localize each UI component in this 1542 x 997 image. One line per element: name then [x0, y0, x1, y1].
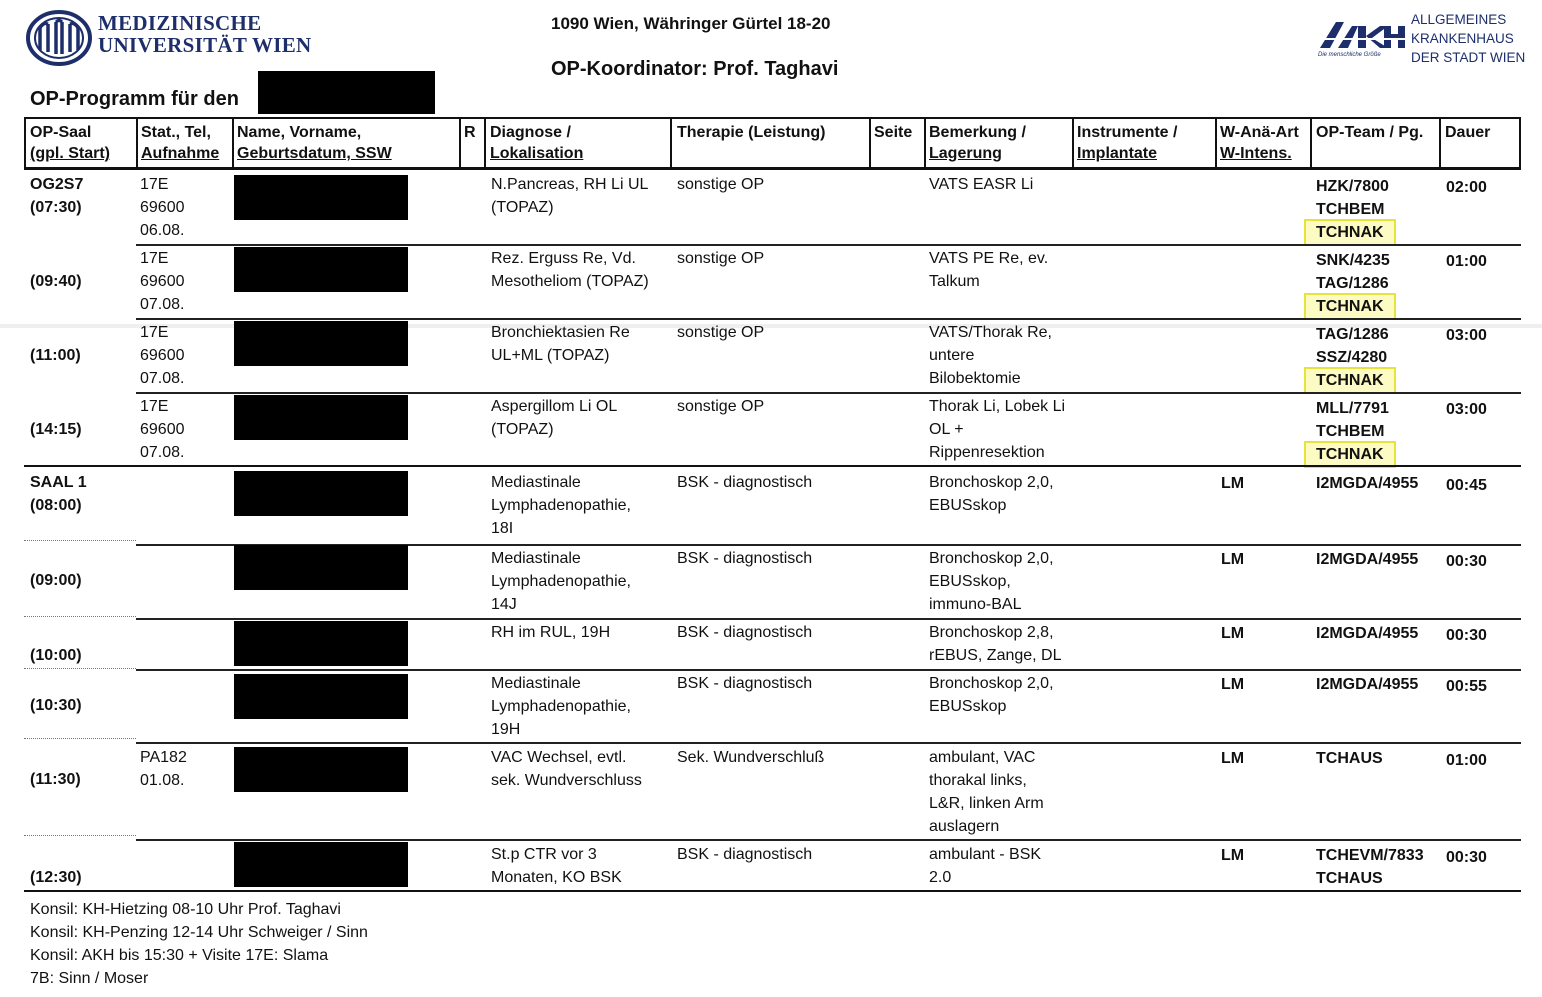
op-team: SNK/4235 TAG/1286 TCHNAK: [1316, 249, 1394, 318]
col-divider: [232, 117, 234, 168]
row-divider: [136, 318, 1521, 320]
planned-start: (14:15): [30, 421, 82, 438]
program-title: OP-Programm für den: [30, 88, 239, 110]
col-divider: [1519, 117, 1521, 168]
station: 17E 69600 07.08.: [140, 398, 185, 461]
therapie: sonstige OP: [677, 324, 765, 341]
diagnose: Bronchiektasien Re UL+ML (TOPAZ): [491, 324, 630, 364]
table-row: [24, 471, 1521, 543]
highlighted-team-member: TCHNAK: [1306, 443, 1394, 466]
col-divider: [459, 117, 461, 168]
row-divider: [136, 669, 1521, 671]
col-divider: [670, 117, 672, 168]
dauer: 01:00: [1446, 752, 1487, 769]
therapie: BSK - diagnostisch: [677, 675, 813, 692]
therapie: sonstige OP: [677, 176, 765, 193]
col-header-op-saal: OP-Saal (gpl. Start): [30, 124, 110, 162]
diagnose: Mediastinale Lymphadenopathie, 14J: [491, 550, 631, 613]
station: 17E 69600 07.08.: [140, 324, 185, 387]
planned-start: (10:30): [30, 697, 82, 714]
col-divider: [1215, 117, 1217, 168]
dauer: 02:00: [1446, 179, 1487, 196]
col-header-name: Name, Vorname, Geburtsdatum, SSW: [237, 124, 392, 162]
row-divider: [136, 392, 1521, 394]
station: 17E 69600 06.08.: [140, 176, 185, 239]
row-divider-dotted: [24, 540, 136, 541]
table-row: [24, 395, 1521, 465]
redacted-patient: [234, 545, 408, 590]
table-row: [24, 247, 1521, 317]
anaesthesia-type: LM: [1221, 625, 1245, 642]
therapie: BSK - diagnostisch: [677, 624, 813, 641]
row-divider-dotted: [24, 738, 136, 739]
col-divider: [136, 117, 138, 168]
col-header-bemerkung: Bemerkung / Lagerung: [929, 124, 1026, 162]
diagnose: RH im RUL, 19H: [491, 624, 611, 641]
bemerkung: VATS EASR Li: [929, 176, 1034, 193]
redacted-date: [258, 71, 435, 114]
diagnose: Aspergillom Li OL (TOPAZ): [491, 398, 618, 438]
col-header-instrumente: Instrumente / Implantate: [1077, 124, 1178, 162]
therapie: BSK - diagnostisch: [677, 846, 813, 863]
table-row: [24, 173, 1521, 243]
dauer: 01:00: [1446, 253, 1487, 270]
dauer: 00:30: [1446, 627, 1487, 644]
bemerkung: Bronchoskop 2,8, rEBUS, Zange, DL: [929, 624, 1062, 664]
station: PA182 01.08.: [140, 749, 187, 789]
bemerkung: Bronchoskop 2,0, EBUSskop, immuno-BAL: [929, 550, 1054, 613]
op-team: TCHAUS: [1316, 750, 1383, 767]
op-schedule-table: [24, 117, 1521, 894]
table-row: [24, 843, 1521, 891]
highlighted-team-member: TCHNAK: [1306, 295, 1394, 318]
op-saal: OG2S7: [30, 176, 84, 193]
consult-note: Konsil: KH-Penzing 12-14 Uhr Schweiger / Sinn: [30, 924, 368, 941]
anaesthesia-type: LM: [1221, 551, 1245, 568]
highlighted-team-member: TCHNAK: [1306, 221, 1394, 244]
hospital-name-line3: DER STADT WIEN: [1411, 50, 1526, 65]
col-header-dauer: Dauer: [1445, 124, 1491, 141]
consult-note: Konsil: AKH bis 15:30 + Visite 17E: Slama: [30, 947, 329, 964]
university-name: [98, 12, 312, 56]
table-row: [24, 672, 1521, 742]
op-team: I2MGDA/4955: [1316, 475, 1419, 492]
row-divider: [136, 839, 1521, 841]
redacted-patient: [234, 621, 408, 666]
consult-note: 7B: Sinn / Moser: [30, 970, 149, 987]
bemerkung: ambulant, VAC thorakal links, L&R, linken Arm auslagern: [929, 749, 1044, 835]
planned-start: (08:00): [30, 497, 82, 514]
planned-start: (09:00): [30, 572, 82, 589]
therapie: BSK - diagnostisch: [677, 474, 813, 491]
university-name-line1: MEDIZINISCHE: [98, 11, 262, 35]
bemerkung: Thorak Li, Lobek Li OL + Rippenresektion: [929, 398, 1066, 461]
table-bottom-border: [24, 890, 1521, 892]
dauer: 00:45: [1446, 477, 1487, 494]
row-divider: [136, 244, 1521, 246]
col-header-station: Stat., Tel, Aufnahme: [141, 124, 220, 162]
table-top-border: [24, 117, 1521, 119]
therapie: BSK - diagnostisch: [677, 550, 813, 567]
col-divider: [484, 117, 486, 168]
anaesthesia-type: LM: [1221, 750, 1245, 767]
col-header-op-team: OP-Team / Pg.: [1316, 124, 1424, 141]
anaesthesia-type: LM: [1221, 847, 1245, 864]
op-team: I2MGDA/4955: [1316, 676, 1419, 693]
row-divider: [136, 742, 1521, 744]
planned-start: (12:30): [30, 869, 82, 886]
redacted-patient: [234, 395, 408, 440]
planned-start: (09:40): [30, 273, 82, 290]
op-team: HZK/7800 TCHBEM TCHNAK: [1316, 175, 1394, 244]
planned-start: (11:30): [30, 771, 81, 788]
redacted-patient: [234, 674, 408, 719]
section-divider: [24, 465, 1521, 467]
op-team: I2MGDA/4955: [1316, 625, 1419, 642]
diagnose: Mediastinale Lymphadenopathie, 19H: [491, 675, 631, 738]
op-team: I2MGDA/4955: [1316, 551, 1419, 568]
redacted-patient: [234, 175, 408, 220]
university-seal-icon: [26, 10, 92, 66]
diagnose: Mediastinale Lymphadenopathie, 18I: [491, 474, 631, 537]
col-divider: [1072, 117, 1074, 168]
therapie: Sek. Wundverschluß: [677, 749, 825, 766]
col-divider: [1439, 117, 1441, 168]
planned-start: (10:00): [30, 647, 82, 664]
diagnose: VAC Wechsel, evtl. sek. Wundverschluss: [491, 749, 642, 789]
col-divider: [24, 117, 26, 168]
diagnose: N.Pancreas, RH Li UL (TOPAZ): [491, 176, 649, 216]
hospital-name: [1411, 10, 1525, 67]
row-divider: [136, 618, 1521, 620]
redacted-patient: [234, 747, 408, 792]
col-divider: [1310, 117, 1312, 168]
dauer: 00:30: [1446, 849, 1487, 866]
dauer: 03:00: [1446, 327, 1487, 344]
table-header-border: [24, 167, 1521, 170]
diagnose: Rez. Erguss Re, Vd. Mesotheliom (TOPAZ): [491, 250, 649, 290]
hospital-name-line2: KRANKENHAUS: [1411, 31, 1514, 46]
redacted-patient: [234, 471, 408, 516]
col-header-r: R: [464, 124, 476, 141]
col-header-therapie: Therapie (Leistung): [677, 124, 826, 141]
op-team: MLL/7791 TCHBEM TCHNAK: [1316, 397, 1394, 466]
akh-tagline: Die menschliche Größe: [1318, 52, 1381, 58]
therapie: sonstige OP: [677, 250, 765, 267]
row-divider-dotted: [24, 835, 136, 836]
planned-start: (07:30): [30, 199, 82, 216]
hospital-name-line1: ALLGEMEINES: [1411, 12, 1507, 27]
col-header-diagnose: Diagnose / Lokalisation: [490, 124, 584, 162]
consult-notes: [30, 898, 368, 990]
university-name-line2: UNIVERSITÄT WIEN: [98, 33, 312, 57]
bemerkung: Bronchoskop 2,0, EBUSskop: [929, 474, 1054, 514]
anaesthesia-type: LM: [1221, 475, 1245, 492]
table-row: [24, 621, 1521, 671]
bemerkung: Bronchoskop 2,0, EBUSskop: [929, 675, 1054, 715]
op-team: TAG/1286 SSZ/4280 TCHNAK: [1316, 323, 1394, 392]
hospital-address: 1090 Wien, Währinger Gürtel 18-20: [551, 14, 831, 33]
col-header-wana: W-Anä-Art W-Intens.: [1220, 124, 1299, 162]
consult-note: Konsil: KH-Hietzing 08-10 Uhr Prof. Taghavi: [30, 901, 341, 918]
bemerkung: ambulant - BSK 2.0: [929, 846, 1042, 886]
therapie: sonstige OP: [677, 398, 765, 415]
planned-start: (11:00): [30, 347, 81, 364]
col-divider: [924, 117, 926, 168]
op-coordinator: OP-Koordinator: Prof. Taghavi: [551, 58, 839, 80]
redacted-patient: [234, 321, 408, 366]
col-header-seite: Seite: [874, 124, 913, 141]
table-row: [24, 746, 1521, 838]
anaesthesia-type: LM: [1221, 676, 1245, 693]
row-divider-dotted: [24, 668, 136, 669]
station: 17E 69600 07.08.: [140, 250, 185, 313]
table-row: [24, 321, 1521, 391]
op-saal: SAAL 1: [30, 474, 87, 491]
op-team: TCHEVM/7833 TCHAUS: [1316, 847, 1424, 887]
redacted-patient: [234, 842, 408, 887]
table-row: [24, 547, 1521, 619]
dauer: 00:30: [1446, 553, 1487, 570]
col-divider: [869, 117, 871, 168]
dauer: 03:00: [1446, 401, 1487, 418]
redacted-patient: [234, 247, 408, 292]
row-divider-dotted: [24, 616, 136, 617]
highlighted-team-member: TCHNAK: [1306, 369, 1394, 392]
dauer: 00:55: [1446, 678, 1487, 695]
diagnose: St.p CTR vor 3 Monaten, KO BSK: [491, 846, 622, 886]
bemerkung: VATS PE Re, ev. Talkum: [929, 250, 1049, 290]
bemerkung: VATS/Thorak Re, untere Bilobektomie: [929, 324, 1052, 387]
